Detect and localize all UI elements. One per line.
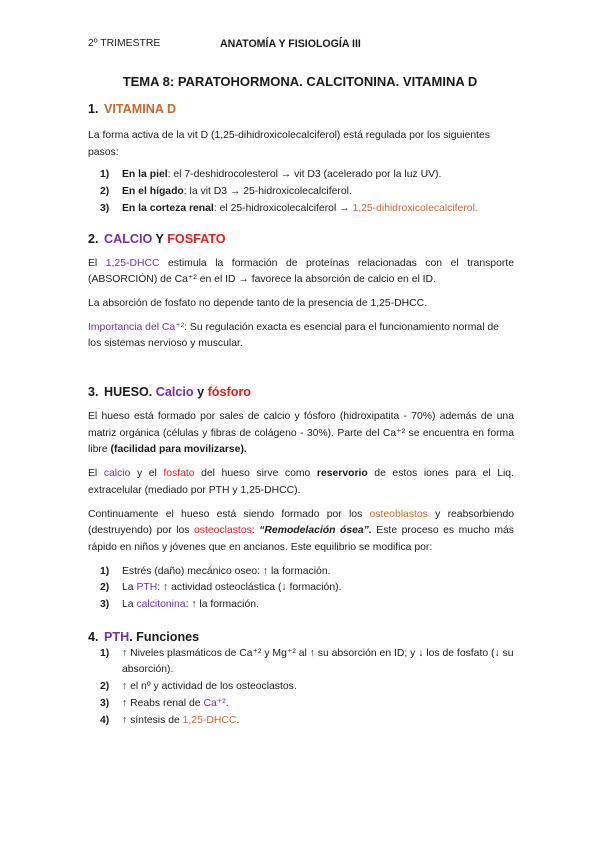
section-1-steps xyxy=(88,167,514,217)
page-title: TEMA 8: PARATOHORMONA. CALCITONINA. VITAMINA D xyxy=(122,74,478,89)
section-2-paragraph-1: El 1,25-DHCC estimula la formación de proteínas relacionadas con el transporte (ABSORCIÓN) de Ca⁺² en el ID → favorece la absorción de calcio en el ID. xyxy=(88,257,514,286)
section-2-paragraph-3: Importancia del Ca⁺²: Su regulación exacta es esencial para el funcionamiento normal de los sistemas nervioso y muscular. xyxy=(88,321,499,350)
section-3-paragraph-1: El hueso está formado por sales de calcio y fósforo (hidroxipatita - 70%) además de una matriz orgánica (células y fibras de colágeno - 30%). Parte del Ca⁺² se encuentra en forma libre (facilidad para movilizarse). xyxy=(88,411,514,456)
section-1-heading xyxy=(88,102,514,116)
list-item: 3) ↑ Reabs renal de Ca⁺². xyxy=(100,697,229,709)
section-4-list xyxy=(88,646,514,730)
section-3-paragraph-2: El calcio y el fosfato del hueso sirve como reservorio de estos iones para el Liq. extracelular (mediado por PTH y 1,25-DHCC). xyxy=(88,468,514,496)
list-item: 3) En la corteza renal: el 25-hidroxicolecalciferol → 1,25-dihidroxicolecalciferol. xyxy=(100,202,478,214)
section-number: 1. xyxy=(88,102,99,116)
header-subject: ANATOMÍA Y FISIOLOGÍA III xyxy=(220,38,361,50)
section-2-heading: 2. CALCIO Y FOSFATO xyxy=(88,231,226,246)
list-item: 3) La calcitonina: ↑ la formación. xyxy=(100,599,259,611)
list-item: 1) ↑ Niveles plasmáticos de Ca⁺² y Mg⁺² al ↑ su absorción en ID; y ↓ los de fosfato (↓ su absorción). xyxy=(100,647,514,676)
list-item: 4) ↑ síntesis de 1,25-DHCC. xyxy=(100,714,240,726)
list-item: 2) La PTH: ↑ actividad osteoclástica (↓ formación). xyxy=(100,582,342,594)
section-3-heading: 3. HUESO. Calcio y fósforo xyxy=(88,385,251,400)
document-body xyxy=(88,98,514,729)
section-2-paragraph-2: La absorción de fosfato no depende tanto de la presencia de 1,25-DHCC. xyxy=(88,297,428,309)
list-item: 1) Estrés (daño) mecánico oseo: ↑ la formación. xyxy=(100,565,331,577)
list-item: 2) ↑ el nº y actividad de los osteoclastos. xyxy=(100,681,297,693)
section-3-paragraph-3: Continuamente el hueso está siendo formado por los osteoblastos y reabsorbiendo (destruyendo) por los osteoclastos: “Remodelación ósea”. Este proceso es mucho más rápido en niños y jóvenes que en ancianos. Este equilibrio se modifica por: xyxy=(88,508,515,553)
section-title: VITAMINA D xyxy=(104,102,177,116)
header-term: 2º TRIMESTRE xyxy=(88,38,161,49)
section-1-intro: La forma activa de la vit D (1,25-dihidroxicolecalciferol) está regulada por los siguientes pasos: xyxy=(88,130,490,158)
list-item: 1) En la piel: el 7-deshidrocolesterol → vit D3 (acelerado por la luz UV). xyxy=(100,169,442,181)
section-4-heading: 4. PTH . Funciones xyxy=(88,629,200,644)
section-3-list xyxy=(88,564,514,614)
list-item: 2) En el hígado: la vit D3 → 25-hidroxicolecalciferol. xyxy=(100,186,352,198)
